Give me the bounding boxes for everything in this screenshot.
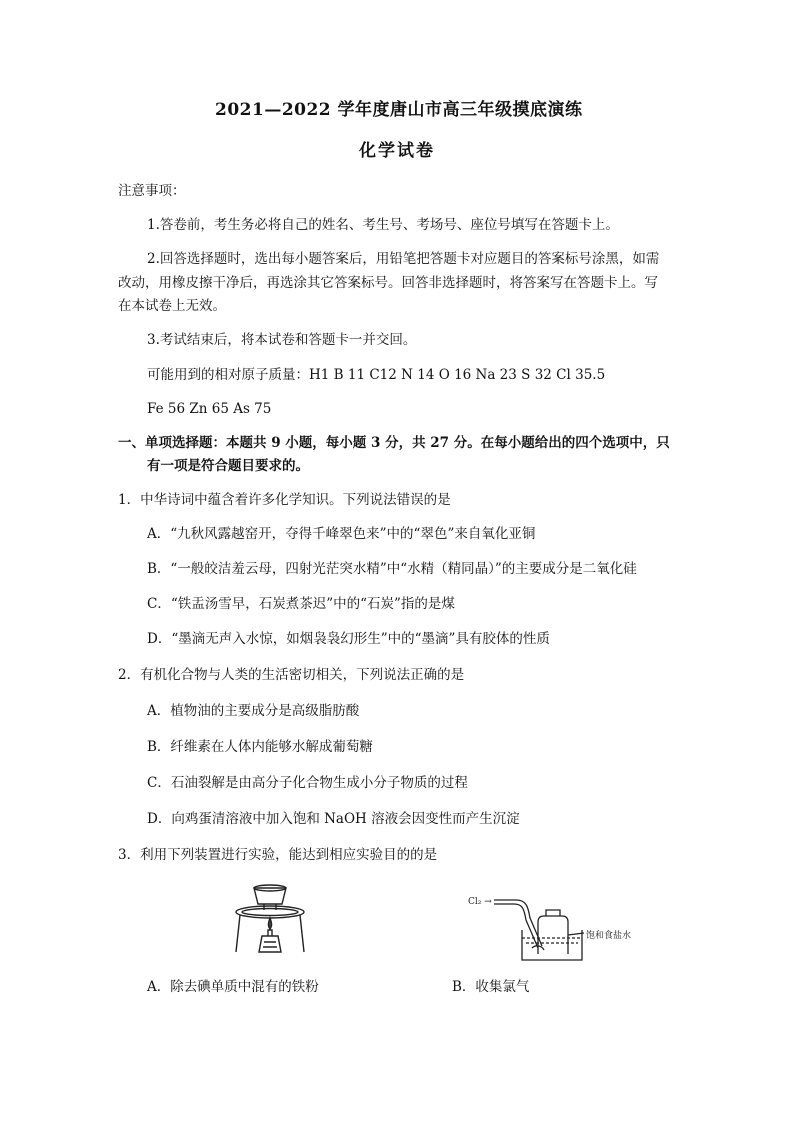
question-1-option-d: D．“墨滴无声入水惊，如烟袅袅幻形生”中的“墨滴”具有胶体的性质 [147,631,550,647]
question-3-option-b: B．收集氯气 [452,979,530,995]
question-2-option-a: A．植物油的主要成分是高级脂肪酸 [147,703,360,719]
atomic-mass-line-2: Fe 56 Zn 65 As 75 [147,401,272,417]
question-2-option-c: C．石油裂解是由高分子化合物生成小分子物质的过程 [147,775,468,791]
atomic-mass-line-1: 可能用到的相对原子质量：H1 B 11 C12 N 14 O 16 Na 23 S 32 Cl 35.5 [147,367,606,383]
question-2-option-d: D．向鸡蛋清溶液中加入饱和 NaOH 溶液会因变性而产生沉淀 [147,811,520,827]
saturated-salt-water-label: 饱和食盐水 [586,931,632,941]
notice-item-2-line-1: 2.回答选择题时，选出每小题答案后，用铅笔把答题卡对应题目的答案标号涂黑，如需 [147,251,660,267]
question-3-stem: 3．利用下列装置进行实验，能达到相应实验目的的是 [118,847,438,863]
apparatus-a-figure [228,880,318,970]
notice-heading: 注意事项： [118,183,186,199]
water-surface [522,938,582,943]
question-1-option-a: A．“九秋风露越窑开，夺得千峰翠色来”中的“翠色”来自氧化亚铜 [147,526,536,542]
exam-title: 2021—2022 学年度唐山市高三年级摸底演练 [215,100,583,120]
alcohol-lamp [259,936,281,952]
question-1-option-b: B．“一般皎洁羞云母，四射光茫突水精”中“水精（精同晶）”的主要成分是二氧化硅 [147,561,637,577]
notice-item-2-line-3: 在本试卷上无效。 [118,298,226,314]
exam-subtitle: 化学试卷 [359,141,435,161]
notice-item-3: 3.考试结束后，将本试卷和答题卡一并交回。 [147,332,417,348]
notice-item-1: 1.答卷前，考生务必将自己的姓名、考生号、考场号、座位号填写在答题卡上。 [147,217,619,233]
question-2-stem: 2．有机化合物与人类的生活密切相关，下列说法正确的是 [118,667,465,683]
chlorine-gas-label: Cl₂ → [468,897,492,907]
question-2-option-b: B．纤维素在人体内能够水解成葡萄糖 [147,739,373,755]
question-1-stem: 1．中华诗词中蕴含着许多化学知识。下列说法错误的是 [118,492,451,508]
question-1-option-c: C．“铁盂汤雪早，石炭煮茶迟”中的“石炭”指的是煤 [147,596,455,612]
section-1-heading-line-1: 一、单项选择题：本题共 9 小题，每小题 3 分，共 27 分。在每小题给出的四个选项中，只 [118,435,670,451]
notice-item-2-line-2: 改动，用橡皮擦干净后，再选涂其它答案标号。回答非选择题时，将答案写在答题卡上。写 [118,275,658,291]
apparatus-b-figure [468,888,708,968]
section-1-heading-line-2: 有一项是符合题目要求的。 [147,458,309,474]
question-3-option-a: A．除去碘单质中混有的铁粉 [147,979,319,995]
